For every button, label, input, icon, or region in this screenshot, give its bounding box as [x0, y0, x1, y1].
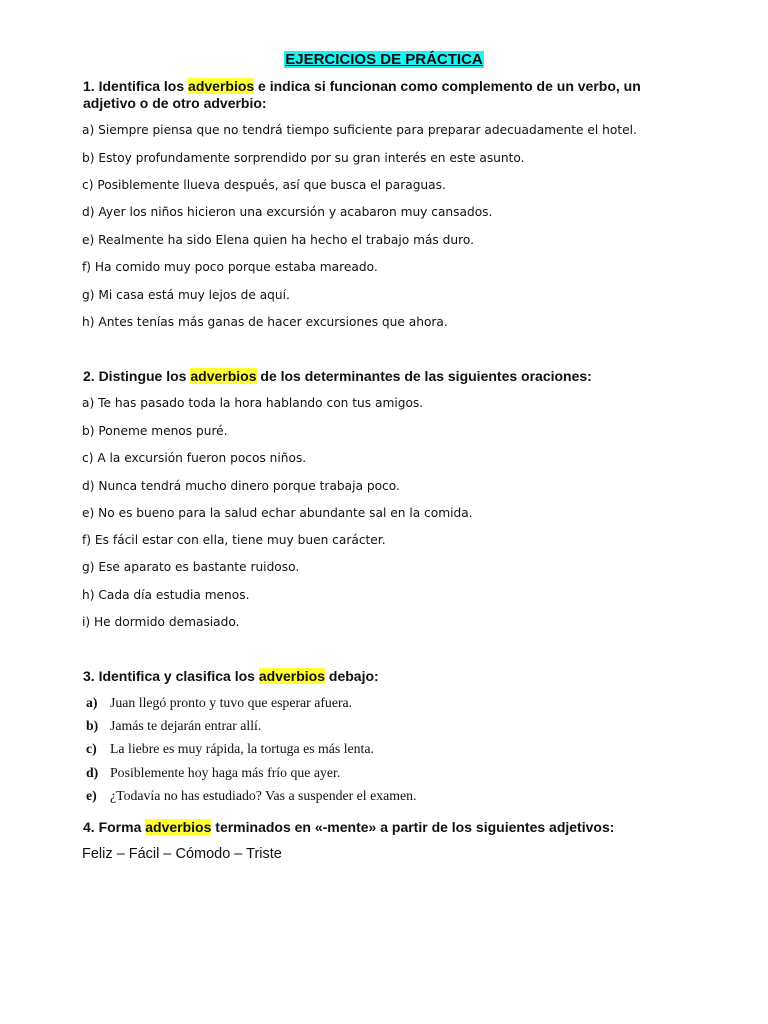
q4-heading-pre: 4. Forma: [83, 819, 146, 835]
q2-item: g) Ese aparato es bastante ruidoso.: [82, 560, 300, 574]
q3-item-label: d): [86, 765, 99, 780]
q3-item-text: La liebre es muy rápida, la tortuga es más lenta.: [110, 741, 374, 756]
q1-item: e) Realmente ha sido Elena quien ha hecho el trabajo más duro.: [82, 233, 474, 247]
q3-heading-pre: 3. Identifica y clasifica los: [83, 668, 259, 684]
q1-item: a) Siempre piensa que no tendrá tiempo suficiente para preparar adecuadamente el hotel.: [82, 123, 637, 137]
q2-item: a) Te has pasado toda la hora hablando con tus amigos.: [82, 396, 424, 410]
q1-item: f) Ha comido muy poco porque estaba mareado.: [82, 260, 378, 274]
question-4-heading: [83, 819, 683, 836]
q2-item: f) Es fácil estar con ella, tiene muy buen carácter.: [82, 533, 386, 547]
q1-item: g) Mi casa está muy lejos de aquí.: [82, 288, 290, 302]
q3-item-label: e): [86, 788, 97, 803]
adjectives-list: Feliz – Fácil – Cómodo – Triste: [82, 846, 282, 862]
q2-item: e) No es bueno para la salud echar abundante sal en la comida.: [82, 506, 473, 520]
q2-item: h) Cada día estudia menos.: [82, 588, 250, 602]
q3-item: [86, 717, 686, 734]
q3-item-label: a): [86, 695, 98, 710]
q3-item: [86, 764, 686, 781]
q1-highlight: adverbios: [188, 78, 255, 94]
page-title-text: EJERCICIOS DE PRÁCTICA: [285, 51, 483, 68]
q3-heading-post: debajo:: [325, 668, 379, 684]
q1-heading-post: e indica si funcionan como complemento de un verbo, un adjetivo o de otro adverbio:: [83, 78, 641, 111]
question-2-heading: [83, 368, 683, 385]
q3-item-label: b): [86, 718, 99, 733]
q3-highlight: adverbios: [258, 668, 325, 684]
q1-item: b) Estoy profundamente sorprendido por su gran interés en este asunto.: [82, 151, 525, 165]
q1-item: c) Posiblemente llueva después, así que busca el paraguas.: [82, 178, 446, 192]
q2-heading-post: de los determinantes de las siguientes oraciones:: [256, 368, 592, 384]
q2-item: d) Nunca tendrá mucho dinero porque trabaja poco.: [82, 479, 400, 493]
q3-item: [86, 740, 686, 757]
q1-item: d) Ayer los niños hicieron una excursión y acabaron muy cansados.: [82, 205, 493, 219]
q3-item-text: Jamás te dejarán entrar allí.: [110, 718, 262, 733]
q2-item: b) Poneme menos puré.: [82, 424, 228, 438]
q2-heading-pre: 2. Distingue los: [83, 368, 191, 384]
q4-heading-post: terminados en «-mente» a partir de los siguientes adjetivos:: [211, 819, 615, 835]
q3-item-text: ¿Todavía no has estudiado? Vas a suspender el examen.: [110, 788, 417, 803]
q3-item-label: c): [86, 741, 97, 756]
q4-highlight: adverbios: [145, 819, 212, 835]
q3-item: [86, 787, 686, 804]
q2-highlight: adverbios: [190, 368, 257, 384]
q2-item: c) A la excursión fueron pocos niños.: [82, 451, 307, 465]
q2-item: i) He dormido demasiado.: [82, 615, 240, 629]
q3-item-text: Juan llegó pronto y tuvo que esperar afuera.: [110, 695, 353, 710]
q1-item: h) Antes tenías más ganas de hacer excursiones que ahora.: [82, 315, 448, 329]
q3-item-text: Posiblemente hoy haga más frío que ayer.: [110, 765, 341, 780]
question-3-heading: [83, 668, 683, 685]
page-title: [0, 50, 768, 70]
q1-heading-pre: 1. Identifica los: [83, 78, 189, 94]
question-1-heading: [83, 78, 683, 112]
q3-item: [86, 694, 686, 711]
